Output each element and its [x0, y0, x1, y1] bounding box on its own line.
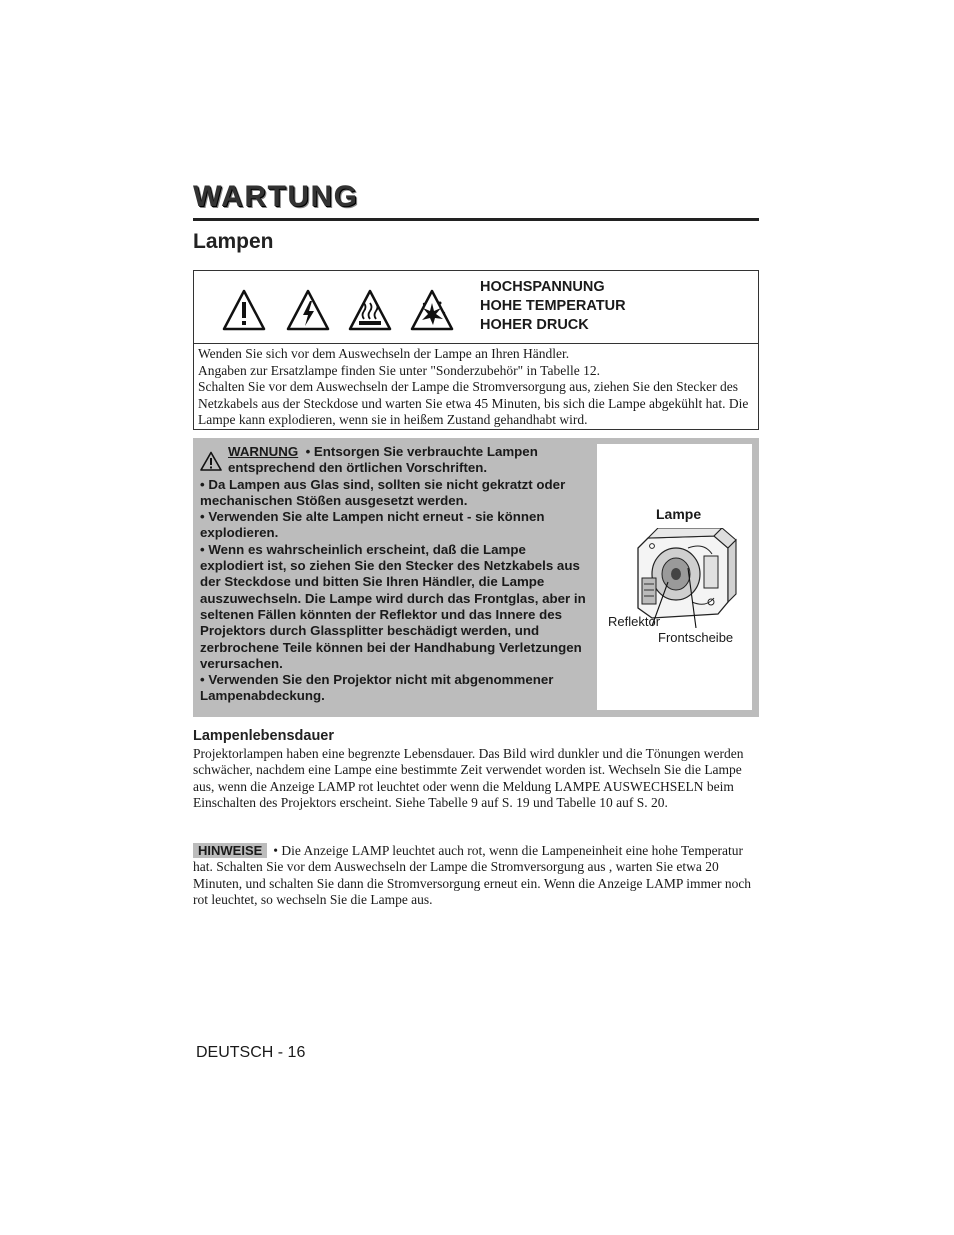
- caution-symbols: [222, 289, 462, 333]
- figure-label-reflector: Reflektor: [608, 614, 661, 629]
- caution-line: Wenden Sie sich vor dem Auswechseln der Lampe an Ihren Händler.: [198, 346, 570, 361]
- caution-text: [198, 346, 754, 429]
- note-text: • Die Anzeige LAMP leuchtet auch rot, wenn die Lampeneinheit eine hohe Temperatur hat. Schalten Sie vor dem Auswechseln der Lampe die Stromversorgung aus , warten Sie etwa 20 Minuten, und schalten Sie dann die Stromversorgung erneut ein. Wenn die Anzeige LAMP immer noch rot leuchtet, so wechseln Sie die Lampe aus.: [193, 843, 752, 907]
- warning-item: • Wenn es wahrscheinlich erscheint, daß die Lampe explodiert ist, so ziehen Sie den Stecker des Netzkabels aus der Steckdose und bitten Sie Ihren Händler, die Lampe auszuwechseln. Die Lampe wird durch das Frontglas, aber in seltenen Fällen könnten der Reflektor und das Innere des Projektors durch Glassplitter beschädigt werden, und zerbrochene Teile können bei der Handhabung Verletzungen verursachen.: [200, 541, 586, 671]
- warning-icon: [200, 451, 222, 471]
- section-title: Lampen: [193, 230, 274, 253]
- note-label: HINWEISE: [193, 843, 267, 858]
- caution-divider: [194, 343, 758, 344]
- warning-item: • Verwenden Sie alte Lampen nicht erneut - sie können explodieren.: [200, 509, 545, 541]
- hazard-label: HOHER DRUCK: [480, 317, 589, 333]
- title-rule: [193, 218, 759, 221]
- hazard-label: HOCHSPANNUNG: [480, 279, 605, 295]
- high-voltage-icon: [286, 289, 330, 331]
- warning-item: [200, 444, 592, 477]
- hazard-label: HOHE TEMPERATUR: [480, 298, 626, 314]
- figure-label-front-glass: Frontscheibe: [658, 630, 734, 645]
- note-paragraph: [193, 843, 759, 908]
- caution-line: Schalten Sie vor dem Auswechseln der Lampe die Stromversorgung aus, ziehen Sie den Stecker des Netzkabels aus der Steckdose und warten Sie etwa 45 Minuten, bis sich die Lampe abgekühlt hat. Die Lampe kann explodieren, wenn sie in heißem Zustand gehandhabt wird.: [198, 379, 749, 427]
- lamp-illustration: [622, 528, 742, 628]
- explosion-icon: [410, 289, 454, 331]
- page-footer: DEUTSCH - 16: [196, 1044, 306, 1061]
- warning-icon: [222, 289, 266, 331]
- lamp-life-text: Projektorlampen haben eine begrenzte Lebensdauer. Das Bild wird dunkler und die Tönungen werden schwächer, nachdem eine Lampe eine bestimmte Zeit verwendet worden ist. Wechseln Sie die Lampe aus, wenn die Anzeige LAMP rot leuchtet oder wenn die Meldung LAMPE AUSWECHSELN beim Einschalten des Projektors erscheint. Siehe Tabelle 9 auf S. 19 und Tabelle 10 auf S. 20.: [193, 746, 744, 810]
- warning-item: • Da Lampen aus Glas sind, sollten sie nicht gekratzt oder mechanischen Stößen ausgesetzt werden.: [200, 476, 566, 508]
- warning-panel: [193, 438, 759, 717]
- hot-surface-icon: [348, 289, 392, 331]
- caution-box: [193, 270, 759, 430]
- warning-item: • Verwenden Sie den Projektor nicht mit abgenommener Lampenabdeckung.: [200, 672, 554, 704]
- warning-item-text: • Entsorgen Sie verbrauchte Lampen entsprechend den örtlichen Vorschriften.: [228, 444, 538, 476]
- lamp-life-heading: Lampenlebensdauer: [193, 728, 335, 744]
- chapter-title: WARTUNG: [193, 180, 359, 213]
- warning-content: [200, 444, 592, 705]
- hazard-labels: [480, 278, 626, 335]
- lamp-figure: [597, 444, 752, 710]
- caution-line: Angaben zur Ersatzlampe finden Sie unter "Sonderzubehör" in Tabelle 12.: [198, 362, 600, 378]
- warning-label: WARNUNG: [228, 444, 299, 459]
- figure-title: Lampe: [656, 506, 702, 522]
